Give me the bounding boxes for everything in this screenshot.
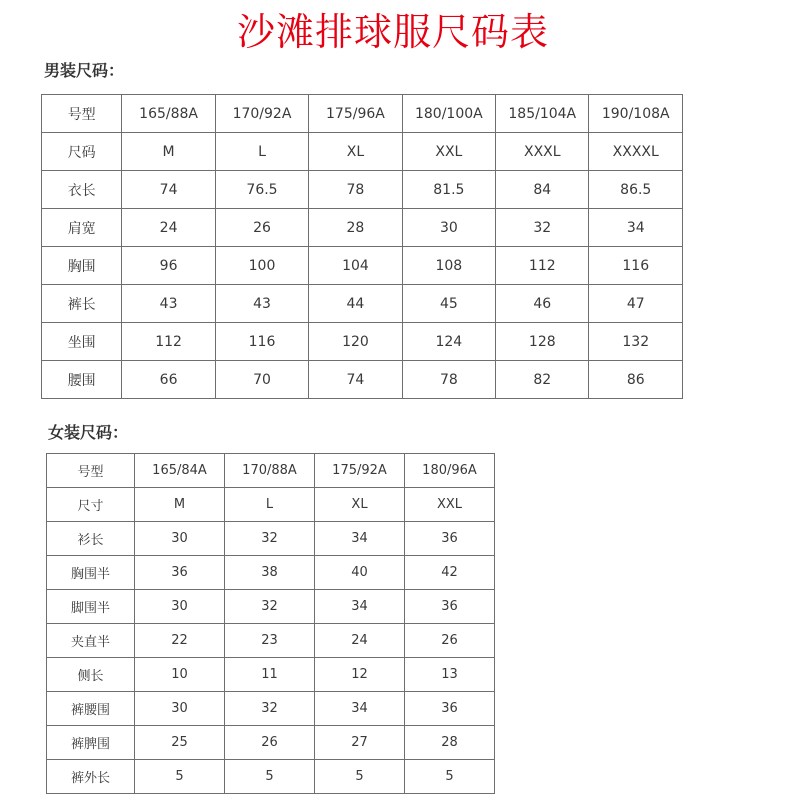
men-table-cell: 45 [402, 285, 495, 323]
men-table-cell: 112 [122, 323, 215, 361]
women-table-row [47, 556, 495, 590]
women-table-cell: 40 [315, 556, 405, 590]
women-table-row [47, 488, 495, 522]
men-size-table [41, 94, 683, 399]
women-table-row [47, 760, 495, 794]
women-table-cell: 5 [135, 760, 225, 794]
men-table-cell: 124 [402, 323, 495, 361]
men-table-cell: 165/88A [122, 95, 215, 133]
women-table-cell: 32 [225, 692, 315, 726]
men-table-cell: 180/100A [402, 95, 495, 133]
men-table-cell: XXXXL [589, 133, 683, 171]
women-table-cell: 10 [135, 658, 225, 692]
men-table-cell: 66 [122, 361, 215, 399]
women-table-cell: 36 [405, 590, 495, 624]
men-table-cell: 28 [309, 209, 402, 247]
men-table-cell: 70 [215, 361, 308, 399]
men-table-row [42, 247, 683, 285]
men-table-cell: 78 [402, 361, 495, 399]
men-row-header: 裤长 [42, 285, 122, 323]
women-row-header: 裤腰围 [47, 692, 135, 726]
men-table-cell: XXXL [496, 133, 589, 171]
men-table-cell: 108 [402, 247, 495, 285]
women-row-header: 胸围半 [47, 556, 135, 590]
women-table-cell: 32 [225, 590, 315, 624]
men-table-cell: 26 [215, 209, 308, 247]
men-table-cell: 47 [589, 285, 683, 323]
women-row-header: 夹直半 [47, 624, 135, 658]
women-table-cell: 5 [315, 760, 405, 794]
men-row-header: 衣长 [42, 171, 122, 209]
women-row-header: 侧长 [47, 658, 135, 692]
men-table-cell: 116 [589, 247, 683, 285]
women-table-cell: 5 [405, 760, 495, 794]
men-table-cell: 46 [496, 285, 589, 323]
women-table-row [47, 454, 495, 488]
women-row-header: 裤脾围 [47, 726, 135, 760]
men-table-cell: 24 [122, 209, 215, 247]
women-row-header: 衫长 [47, 522, 135, 556]
women-table-cell: 26 [405, 624, 495, 658]
men-table-cell: 43 [215, 285, 308, 323]
women-table-cell: 36 [405, 692, 495, 726]
women-table-cell: 175/92A [315, 454, 405, 488]
men-table-cell: XXL [402, 133, 495, 171]
women-table-cell: 34 [315, 522, 405, 556]
men-table-cell: 190/108A [589, 95, 683, 133]
women-table-row [47, 692, 495, 726]
women-table-cell: 30 [135, 590, 225, 624]
women-table-row [47, 624, 495, 658]
page-title: 沙滩排球服尺码表 [236, 10, 549, 54]
men-table-cell: 175/96A [309, 95, 402, 133]
men-row-header: 尺码 [42, 133, 122, 171]
men-table-cell: 128 [496, 323, 589, 361]
women-table-cell: 38 [225, 556, 315, 590]
women-row-header: 尺寸 [47, 488, 135, 522]
men-table-cell: 185/104A [496, 95, 589, 133]
women-table-cell: 28 [405, 726, 495, 760]
women-table-cell: 22 [135, 624, 225, 658]
men-row-header: 号型 [42, 95, 122, 133]
women-table-cell: 24 [315, 624, 405, 658]
women-table-cell: 30 [135, 522, 225, 556]
women-table-cell: 11 [225, 658, 315, 692]
men-table-cell: 81.5 [402, 171, 495, 209]
women-table-cell: 165/84A [135, 454, 225, 488]
men-table-row [42, 323, 683, 361]
men-table-cell: 78 [309, 171, 402, 209]
women-table-cell: 12 [315, 658, 405, 692]
men-table-cell: 104 [309, 247, 402, 285]
men-table-cell: XL [309, 133, 402, 171]
women-size-table [46, 453, 495, 794]
men-table-cell: 84 [496, 171, 589, 209]
men-table-row [42, 171, 683, 209]
men-table-row [42, 285, 683, 323]
men-table-cell: 74 [122, 171, 215, 209]
women-table-cell: 36 [135, 556, 225, 590]
women-table-row [47, 726, 495, 760]
men-table-cell: 74 [309, 361, 402, 399]
men-table-cell: 44 [309, 285, 402, 323]
women-table-cell: 180/96A [405, 454, 495, 488]
women-table-cell: 30 [135, 692, 225, 726]
men-table-cell: 76.5 [215, 171, 308, 209]
men-table-cell: 86 [589, 361, 683, 399]
women-row-header: 脚围半 [47, 590, 135, 624]
women-table-row [47, 590, 495, 624]
men-table-cell: 100 [215, 247, 308, 285]
men-section-label: 男装尺码： [44, 61, 125, 80]
men-row-header: 腰围 [42, 361, 122, 399]
men-table-cell: 32 [496, 209, 589, 247]
men-table-row [42, 209, 683, 247]
women-table-cell: 32 [225, 522, 315, 556]
women-table-row [47, 522, 495, 556]
men-table-cell: 96 [122, 247, 215, 285]
men-table-cell: 170/92A [215, 95, 308, 133]
men-table-row [42, 133, 683, 171]
women-table-row [47, 658, 495, 692]
women-section-label: 女装尺码： [48, 423, 129, 442]
men-table-cell: L [215, 133, 308, 171]
women-table-cell: 34 [315, 692, 405, 726]
women-table-cell: L [225, 488, 315, 522]
men-row-header: 肩宽 [42, 209, 122, 247]
women-table-cell: 26 [225, 726, 315, 760]
men-row-header: 坐围 [42, 323, 122, 361]
men-table-cell: 112 [496, 247, 589, 285]
men-table-cell: 30 [402, 209, 495, 247]
women-table-cell: 13 [405, 658, 495, 692]
women-row-header: 号型 [47, 454, 135, 488]
men-table-cell: 43 [122, 285, 215, 323]
men-table-cell: 34 [589, 209, 683, 247]
women-table-cell: M [135, 488, 225, 522]
men-table-row [42, 361, 683, 399]
men-row-header: 胸围 [42, 247, 122, 285]
women-table-cell: XL [315, 488, 405, 522]
women-table-cell: 42 [405, 556, 495, 590]
women-table-cell: 34 [315, 590, 405, 624]
men-table-cell: 132 [589, 323, 683, 361]
men-table-cell: 120 [309, 323, 402, 361]
women-table-cell: 36 [405, 522, 495, 556]
women-table-cell: 23 [225, 624, 315, 658]
women-table-cell: 5 [225, 760, 315, 794]
women-table-cell: 25 [135, 726, 225, 760]
men-table-cell: 82 [496, 361, 589, 399]
men-table-cell: M [122, 133, 215, 171]
men-table-row [42, 95, 683, 133]
men-table-cell: 116 [215, 323, 308, 361]
women-table-cell: 27 [315, 726, 405, 760]
men-table-cell: 86.5 [589, 171, 683, 209]
women-table-cell: XXL [405, 488, 495, 522]
women-row-header: 裤外长 [47, 760, 135, 794]
women-table-cell: 170/88A [225, 454, 315, 488]
